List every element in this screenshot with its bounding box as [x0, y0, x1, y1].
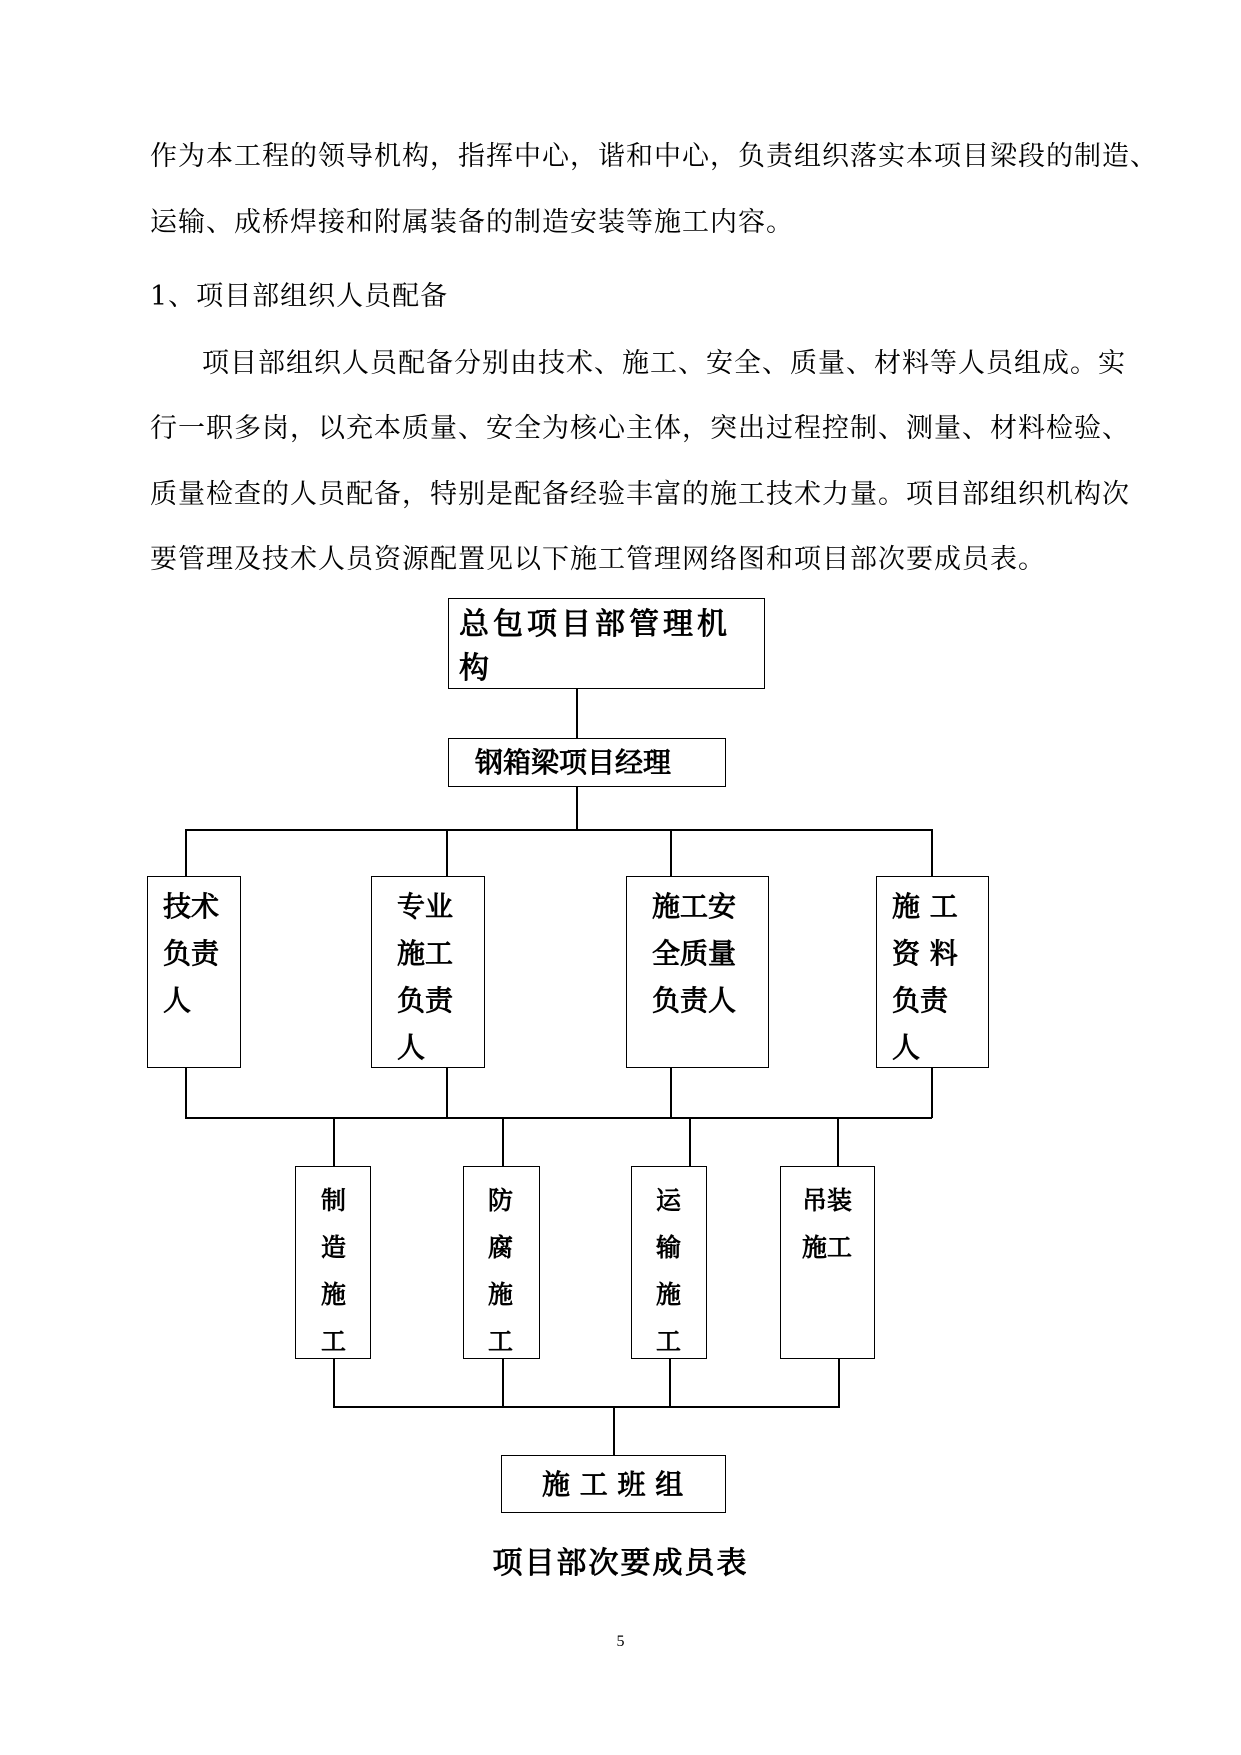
org-box-team-label: 运 输 施 工 [656, 1186, 682, 1356]
connector [670, 1068, 672, 1118]
org-box-team [463, 1166, 540, 1359]
connector [333, 1359, 335, 1407]
org-box-lead [371, 876, 485, 1068]
connector [333, 1406, 840, 1408]
org-box-bottom [501, 1455, 726, 1513]
org-box-manager-label: 钢箱梁项目经理 [475, 746, 672, 779]
paragraph-line: 项目部组织人员配备分别由技术、施工、安全、质量、材料等人员组成。实 [202, 348, 1126, 379]
org-box-team [631, 1166, 707, 1359]
org-box-lead-label: 技术 负责 人 [163, 890, 220, 1017]
connector [185, 829, 187, 877]
section-heading: 1、项目部组织人员配备 [150, 281, 449, 312]
org-box-team-label: 吊装 施工 [802, 1186, 853, 1262]
connector [185, 1068, 187, 1118]
connector [931, 829, 933, 877]
org-box-lead [147, 876, 241, 1068]
paragraph-line: 要管理及技术人员资源配置见以下施工管理网络图和项目部次要成员表。 [150, 544, 1046, 575]
connector [185, 1117, 932, 1119]
connector [837, 1117, 839, 1167]
connector [446, 1068, 448, 1118]
org-box-manager [448, 738, 726, 787]
org-box-top [448, 598, 765, 689]
org-box-lead [626, 876, 769, 1068]
org-box-top-label: 总包项目部管理机 构 [459, 607, 731, 686]
org-box-lead [876, 876, 989, 1068]
page-number: 5 [616, 1633, 625, 1650]
connector [670, 829, 672, 877]
connector [838, 1359, 840, 1407]
org-box-lead-label: 施 工 资 料 负责 人 [892, 890, 958, 1064]
connector [502, 1359, 504, 1407]
org-box-lead-label: 专业 施工 负责 人 [397, 890, 454, 1064]
connector [613, 1406, 615, 1456]
org-box-team [295, 1166, 371, 1359]
connector [502, 1117, 504, 1167]
paragraph-line: 质量检查的人员配备，特别是配备经验丰富的施工技术力量。项目部组织机构次 [150, 479, 1130, 510]
connector [931, 1068, 933, 1118]
org-box-team-label: 制 造 施 工 [321, 1186, 347, 1356]
connector [576, 787, 578, 830]
connector [576, 689, 578, 738]
table-title: 项目部次要成员表 [492, 1546, 749, 1581]
connector [446, 829, 448, 877]
org-box-team-label: 防 腐 施 工 [488, 1186, 514, 1356]
org-box-team [780, 1166, 875, 1359]
org-box-lead-label: 施工安 全质量 负责人 [652, 890, 737, 1017]
paragraph-line: 运输、成桥焊接和附属装备的制造安装等施工内容。 [150, 207, 794, 238]
connector [689, 1117, 691, 1167]
paragraph-line: 作为本工程的领导机构，指挥中心，谐和中心，负责组织落实本项目梁段的制造、 [150, 141, 1158, 172]
connector [185, 829, 932, 831]
paragraph-line: 行一职多岗，以充本质量、安全为核心主体，突出过程控制、测量、材料检验、 [150, 413, 1130, 444]
connector [333, 1117, 335, 1167]
connector [669, 1359, 671, 1407]
org-box-bottom-label: 施 工 班 组 [542, 1468, 684, 1501]
